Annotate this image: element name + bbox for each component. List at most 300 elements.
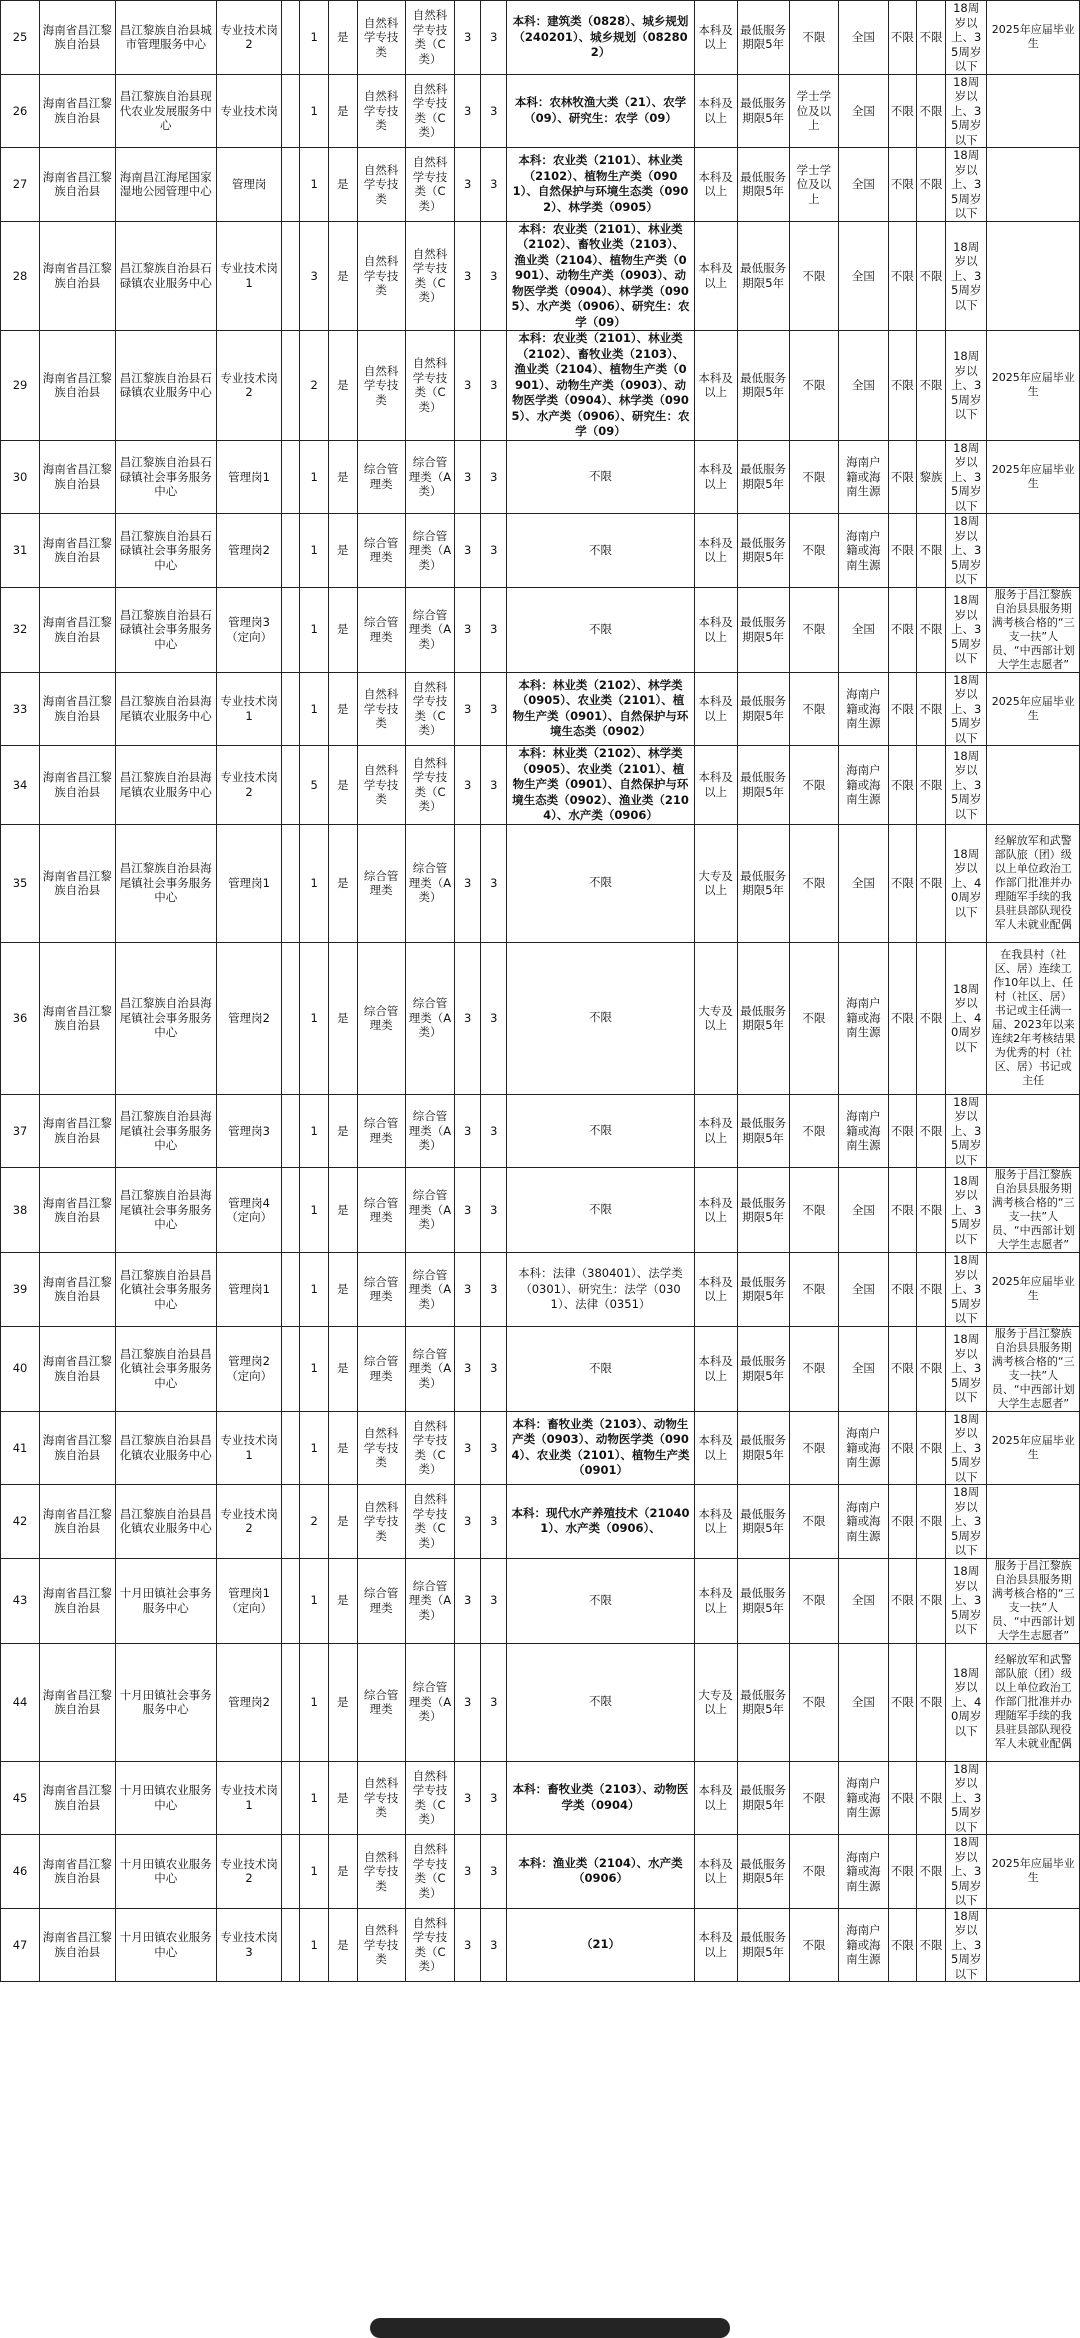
headcount-cell: 1 xyxy=(300,1411,329,1485)
service-term-cell: 最低服务期限5年 xyxy=(737,1643,789,1761)
headcount-cell: 1 xyxy=(300,1253,329,1327)
flag-cell: 是 xyxy=(328,1908,357,1982)
ratio-b-cell: 3 xyxy=(481,672,507,746)
limit-b-cell: 不限 xyxy=(917,1,946,75)
degree-cell: 不限 xyxy=(789,824,838,942)
department-cell: 海南省昌江黎族自治县 xyxy=(40,587,115,672)
unit-cell: 昌江黎族自治县海尾镇社会事务服务中心 xyxy=(115,1168,217,1253)
degree-cell: 学士学位及以上 xyxy=(789,74,838,148)
degree-cell: 不限 xyxy=(789,672,838,746)
service-term-cell: 最低服务期限5年 xyxy=(737,1411,789,1485)
service-term-cell: 最低服务期限5年 xyxy=(737,672,789,746)
age-cell: 18周岁以上、35周岁以下 xyxy=(945,746,987,825)
post-name-cell: 专业技术岗2 xyxy=(217,1835,282,1909)
ratio-b-cell: 3 xyxy=(481,440,507,514)
region-cell: 全国 xyxy=(839,1,888,75)
department-cell: 海南省昌江黎族自治县 xyxy=(40,1168,115,1253)
exam-category-cell: 综合管理类（A类） xyxy=(405,1558,454,1643)
limit-a-cell: 不限 xyxy=(888,440,917,514)
region-cell: 全国 xyxy=(839,824,888,942)
row-number: 42 xyxy=(1,1485,40,1559)
post-category-cell: 自然科学专技类 xyxy=(357,331,405,441)
remarks-cell xyxy=(987,514,1080,588)
age-cell: 18周岁以上、35周岁以下 xyxy=(945,1485,987,1559)
region-cell: 全国 xyxy=(839,1643,888,1761)
limit-a-cell: 不限 xyxy=(888,824,917,942)
degree-cell: 不限 xyxy=(789,1643,838,1761)
gap-cell xyxy=(282,1094,300,1168)
unit-cell: 昌江黎族自治县海尾镇社会事务服务中心 xyxy=(115,824,217,942)
ratio-b-cell: 3 xyxy=(481,1,507,75)
flag-cell: 是 xyxy=(328,1835,357,1909)
flag-cell: 是 xyxy=(328,514,357,588)
department-cell: 海南省昌江黎族自治县 xyxy=(40,221,115,331)
gap-cell xyxy=(282,1,300,75)
flag-cell: 是 xyxy=(328,148,357,222)
post-name-cell: 管理岗1 xyxy=(217,440,282,514)
education-cell: 本科及以上 xyxy=(694,1835,737,1909)
table-row xyxy=(1,746,1080,825)
ratio-a-cell: 3 xyxy=(455,148,481,222)
post-category-cell: 综合管理类 xyxy=(357,1326,405,1411)
education-cell: 大专及以上 xyxy=(694,942,737,1094)
limit-a-cell: 不限 xyxy=(888,148,917,222)
major-requirement-cell: 不限 xyxy=(507,1094,694,1168)
unit-cell: 十月田镇社会事务服务中心 xyxy=(115,1558,217,1643)
degree-cell: 不限 xyxy=(789,331,838,441)
service-term-cell: 最低服务期限5年 xyxy=(737,746,789,825)
table-row xyxy=(1,1485,1080,1559)
post-category-cell: 综合管理类 xyxy=(357,1094,405,1168)
flag-cell: 是 xyxy=(328,824,357,942)
degree-cell: 不限 xyxy=(789,1253,838,1327)
education-cell: 本科及以上 xyxy=(694,440,737,514)
table-row xyxy=(1,672,1080,746)
post-name-cell: 专业技术岗2 xyxy=(217,746,282,825)
region-cell: 海南户籍或海南生源 xyxy=(839,1761,888,1835)
degree-cell: 不限 xyxy=(789,942,838,1094)
unit-cell: 海南昌江海尾国家湿地公园管理中心 xyxy=(115,148,217,222)
region-cell: 全国 xyxy=(839,1558,888,1643)
ratio-a-cell: 3 xyxy=(455,587,481,672)
limit-b-cell: 不限 xyxy=(917,1761,946,1835)
unit-cell: 昌江黎族自治县昌化镇社会事务服务中心 xyxy=(115,1326,217,1411)
exam-category-cell: 综合管理类（A类） xyxy=(405,1643,454,1761)
flag-cell: 是 xyxy=(328,331,357,441)
table-row xyxy=(1,824,1080,942)
table-row xyxy=(1,1094,1080,1168)
headcount-cell: 5 xyxy=(300,746,329,825)
exam-category-cell: 综合管理类（A类） xyxy=(405,824,454,942)
flag-cell: 是 xyxy=(328,1253,357,1327)
limit-a-cell: 不限 xyxy=(888,1326,917,1411)
exam-category-cell: 自然科学专技类（C类） xyxy=(405,1908,454,1982)
department-cell: 海南省昌江黎族自治县 xyxy=(40,1094,115,1168)
post-category-cell: 综合管理类 xyxy=(357,824,405,942)
ratio-a-cell: 3 xyxy=(455,942,481,1094)
department-cell: 海南省昌江黎族自治县 xyxy=(40,440,115,514)
limit-b-cell: 不限 xyxy=(917,1326,946,1411)
headcount-cell: 1 xyxy=(300,1558,329,1643)
post-name-cell: 管理岗2 xyxy=(217,942,282,1094)
limit-b-cell: 不限 xyxy=(917,1168,946,1253)
remarks-cell: 2025年应届毕业生 xyxy=(987,1835,1080,1909)
education-cell: 本科及以上 xyxy=(694,1761,737,1835)
exam-category-cell: 综合管理类（A类） xyxy=(405,440,454,514)
region-cell: 全国 xyxy=(839,587,888,672)
major-requirement-cell: 本科：法律（380401）、法学类（0301）、研究生：法学（0301）、法律（0351） xyxy=(507,1253,694,1327)
ratio-a-cell: 3 xyxy=(455,1168,481,1253)
post-name-cell: 管理岗2（定向） xyxy=(217,1326,282,1411)
remarks-cell: 经解放军和武警部队旅（团）级以上单位政治工作部门批准并办理随军手续的我县驻县部队现役军人未就业配偶 xyxy=(987,1643,1080,1761)
education-cell: 本科及以上 xyxy=(694,1558,737,1643)
service-term-cell: 最低服务期限5年 xyxy=(737,1485,789,1559)
headcount-cell: 1 xyxy=(300,1761,329,1835)
major-requirement-cell: 不限 xyxy=(507,1558,694,1643)
ratio-b-cell: 3 xyxy=(481,942,507,1094)
limit-b-cell: 不限 xyxy=(917,1411,946,1485)
limit-b-cell: 不限 xyxy=(917,1253,946,1327)
region-cell: 海南户籍或海南生源 xyxy=(839,440,888,514)
service-term-cell: 最低服务期限5年 xyxy=(737,1326,789,1411)
age-cell: 18周岁以上、35周岁以下 xyxy=(945,672,987,746)
exam-category-cell: 自然科学专技类（C类） xyxy=(405,331,454,441)
department-cell: 海南省昌江黎族自治县 xyxy=(40,514,115,588)
degree-cell: 不限 xyxy=(789,746,838,825)
flag-cell: 是 xyxy=(328,1411,357,1485)
post-name-cell: 专业技术岗2 xyxy=(217,1,282,75)
age-cell: 18周岁以上、35周岁以下 xyxy=(945,331,987,441)
ratio-b-cell: 3 xyxy=(481,74,507,148)
region-cell: 全国 xyxy=(839,1253,888,1327)
ratio-a-cell: 3 xyxy=(455,824,481,942)
limit-b-cell: 不限 xyxy=(917,1558,946,1643)
post-category-cell: 自然科学专技类 xyxy=(357,1485,405,1559)
major-requirement-cell: 不限 xyxy=(507,1326,694,1411)
flag-cell: 是 xyxy=(328,587,357,672)
age-cell: 18周岁以上、40周岁以下 xyxy=(945,824,987,942)
table-row xyxy=(1,942,1080,1094)
department-cell: 海南省昌江黎族自治县 xyxy=(40,1,115,75)
age-cell: 18周岁以上、35周岁以下 xyxy=(945,74,987,148)
headcount-cell: 1 xyxy=(300,942,329,1094)
row-number: 35 xyxy=(1,824,40,942)
region-cell: 海南户籍或海南生源 xyxy=(839,1908,888,1982)
age-cell: 18周岁以上、35周岁以下 xyxy=(945,1,987,75)
ratio-b-cell: 3 xyxy=(481,1761,507,1835)
unit-cell: 昌江黎族自治县海尾镇农业服务中心 xyxy=(115,672,217,746)
major-requirement-cell: 本科：农林牧渔大类（21）、农学（09）、研究生：农学（09） xyxy=(507,74,694,148)
post-category-cell: 综合管理类 xyxy=(357,1558,405,1643)
table-row xyxy=(1,1168,1080,1253)
age-cell: 18周岁以上、35周岁以下 xyxy=(945,587,987,672)
education-cell: 本科及以上 xyxy=(694,1253,737,1327)
headcount-cell: 1 xyxy=(300,1643,329,1761)
service-term-cell: 最低服务期限5年 xyxy=(737,1168,789,1253)
remarks-cell xyxy=(987,1485,1080,1559)
exam-category-cell: 自然科学专技类（C类） xyxy=(405,672,454,746)
education-cell: 本科及以上 xyxy=(694,1485,737,1559)
limit-b-cell: 不限 xyxy=(917,148,946,222)
major-requirement-cell: （21） xyxy=(507,1908,694,1982)
ratio-a-cell: 3 xyxy=(455,1643,481,1761)
service-term-cell: 最低服务期限5年 xyxy=(737,824,789,942)
post-category-cell: 自然科学专技类 xyxy=(357,1908,405,1982)
department-cell: 海南省昌江黎族自治县 xyxy=(40,746,115,825)
row-number: 45 xyxy=(1,1761,40,1835)
row-number: 34 xyxy=(1,746,40,825)
department-cell: 海南省昌江黎族自治县 xyxy=(40,1253,115,1327)
row-number: 41 xyxy=(1,1411,40,1485)
post-name-cell: 专业技术岗1 xyxy=(217,221,282,331)
limit-a-cell: 不限 xyxy=(888,514,917,588)
unit-cell: 昌江黎族自治县昌化镇社会事务服务中心 xyxy=(115,1253,217,1327)
post-name-cell: 管理岗2 xyxy=(217,514,282,588)
row-number: 44 xyxy=(1,1643,40,1761)
headcount-cell: 1 xyxy=(300,514,329,588)
major-requirement-cell: 本科：农业类（2101）、林业类（2102）、植物生产类（0901）、自然保护与环境生态类（0902）、林学类（0905） xyxy=(507,148,694,222)
gap-cell xyxy=(282,331,300,441)
education-cell: 本科及以上 xyxy=(694,587,737,672)
flag-cell: 是 xyxy=(328,1643,357,1761)
table-row xyxy=(1,514,1080,588)
post-name-cell: 管理岗4（定向） xyxy=(217,1168,282,1253)
major-requirement-cell: 不限 xyxy=(507,440,694,514)
row-number: 40 xyxy=(1,1326,40,1411)
age-cell: 18周岁以上、35周岁以下 xyxy=(945,1835,987,1909)
headcount-cell: 1 xyxy=(300,1326,329,1411)
table-row xyxy=(1,440,1080,514)
table-row xyxy=(1,148,1080,222)
limit-a-cell: 不限 xyxy=(888,1094,917,1168)
post-category-cell: 自然科学专技类 xyxy=(357,746,405,825)
table-row xyxy=(1,331,1080,441)
post-category-cell: 自然科学专技类 xyxy=(357,1835,405,1909)
degree-cell: 不限 xyxy=(789,440,838,514)
major-requirement-cell: 不限 xyxy=(507,587,694,672)
flag-cell: 是 xyxy=(328,746,357,825)
region-cell: 全国 xyxy=(839,221,888,331)
table-row xyxy=(1,1908,1080,1982)
post-category-cell: 综合管理类 xyxy=(357,1168,405,1253)
limit-b-cell: 不限 xyxy=(917,746,946,825)
degree-cell: 不限 xyxy=(789,587,838,672)
department-cell: 海南省昌江黎族自治县 xyxy=(40,1908,115,1982)
remarks-cell xyxy=(987,148,1080,222)
degree-cell: 不限 xyxy=(789,1168,838,1253)
headcount-cell: 1 xyxy=(300,440,329,514)
remarks-cell: 2025年应届毕业生 xyxy=(987,331,1080,441)
post-name-cell: 专业技术岗2 xyxy=(217,331,282,441)
department-cell: 海南省昌江黎族自治县 xyxy=(40,672,115,746)
row-number: 30 xyxy=(1,440,40,514)
ratio-b-cell: 3 xyxy=(481,1558,507,1643)
age-cell: 18周岁以上、35周岁以下 xyxy=(945,1411,987,1485)
region-cell: 海南户籍或海南生源 xyxy=(839,942,888,1094)
ratio-b-cell: 3 xyxy=(481,221,507,331)
department-cell: 海南省昌江黎族自治县 xyxy=(40,942,115,1094)
major-requirement-cell: 本科：渔业类（2104）、水产类（0906） xyxy=(507,1835,694,1909)
gap-cell xyxy=(282,1485,300,1559)
row-number: 38 xyxy=(1,1168,40,1253)
ratio-b-cell: 3 xyxy=(481,331,507,441)
exam-category-cell: 综合管理类（A类） xyxy=(405,1326,454,1411)
unit-cell: 十月田镇农业服务中心 xyxy=(115,1761,217,1835)
headcount-cell: 1 xyxy=(300,672,329,746)
unit-cell: 昌江黎族自治县城市管理服务中心 xyxy=(115,1,217,75)
post-name-cell: 管理岗3（定向） xyxy=(217,587,282,672)
unit-cell: 昌江黎族自治县海尾镇社会事务服务中心 xyxy=(115,1094,217,1168)
region-cell: 海南户籍或海南生源 xyxy=(839,1835,888,1909)
unit-cell: 昌江黎族自治县现代农业发展服务中心 xyxy=(115,74,217,148)
limit-a-cell: 不限 xyxy=(888,1643,917,1761)
table-row xyxy=(1,587,1080,672)
remarks-cell: 服务于昌江黎族自治县县服务期满考核合格的“三支一扶”人员、“中西部计划大学生志愿者” xyxy=(987,1326,1080,1411)
post-category-cell: 自然科学专技类 xyxy=(357,1411,405,1485)
exam-category-cell: 自然科学专技类（C类） xyxy=(405,74,454,148)
degree-cell: 不限 xyxy=(789,1,838,75)
exam-category-cell: 综合管理类（A类） xyxy=(405,587,454,672)
headcount-cell: 1 xyxy=(300,1835,329,1909)
remarks-cell: 经解放军和武警部队旅（团）级以上单位政治工作部门批准并办理随军手续的我县驻县部队现役军人未就业配偶 xyxy=(987,824,1080,942)
major-requirement-cell: 不限 xyxy=(507,514,694,588)
service-term-cell: 最低服务期限5年 xyxy=(737,1,789,75)
post-category-cell: 综合管理类 xyxy=(357,514,405,588)
table-row xyxy=(1,1761,1080,1835)
education-cell: 本科及以上 xyxy=(694,1168,737,1253)
exam-category-cell: 自然科学专技类（C类） xyxy=(405,1,454,75)
ratio-b-cell: 3 xyxy=(481,824,507,942)
region-cell: 海南户籍或海南生源 xyxy=(839,746,888,825)
degree-cell: 不限 xyxy=(789,1485,838,1559)
exam-category-cell: 综合管理类（A类） xyxy=(405,1168,454,1253)
ratio-a-cell: 3 xyxy=(455,1253,481,1327)
row-number: 31 xyxy=(1,514,40,588)
limit-b-cell: 不限 xyxy=(917,672,946,746)
limit-b-cell: 不限 xyxy=(917,824,946,942)
limit-b-cell: 不限 xyxy=(917,587,946,672)
headcount-cell: 1 xyxy=(300,1094,329,1168)
ratio-a-cell: 3 xyxy=(455,1558,481,1643)
degree-cell: 不限 xyxy=(789,1411,838,1485)
ratio-a-cell: 3 xyxy=(455,514,481,588)
row-number: 27 xyxy=(1,148,40,222)
post-category-cell: 自然科学专技类 xyxy=(357,221,405,331)
department-cell: 海南省昌江黎族自治县 xyxy=(40,148,115,222)
degree-cell: 学士学位及以上 xyxy=(789,148,838,222)
ratio-a-cell: 3 xyxy=(455,1411,481,1485)
service-term-cell: 最低服务期限5年 xyxy=(737,514,789,588)
service-term-cell: 最低服务期限5年 xyxy=(737,331,789,441)
post-category-cell: 自然科学专技类 xyxy=(357,148,405,222)
limit-a-cell: 不限 xyxy=(888,672,917,746)
major-requirement-cell: 不限 xyxy=(507,942,694,1094)
row-number: 29 xyxy=(1,331,40,441)
department-cell: 海南省昌江黎族自治县 xyxy=(40,1411,115,1485)
limit-b-cell: 不限 xyxy=(917,1094,946,1168)
department-cell: 海南省昌江黎族自治县 xyxy=(40,1485,115,1559)
region-cell: 海南户籍或海南生源 xyxy=(839,1485,888,1559)
flag-cell: 是 xyxy=(328,74,357,148)
service-term-cell: 最低服务期限5年 xyxy=(737,1761,789,1835)
department-cell: 海南省昌江黎族自治县 xyxy=(40,1835,115,1909)
flag-cell: 是 xyxy=(328,942,357,1094)
gap-cell xyxy=(282,1908,300,1982)
flag-cell: 是 xyxy=(328,1326,357,1411)
table-row xyxy=(1,1643,1080,1761)
education-cell: 大专及以上 xyxy=(694,824,737,942)
major-requirement-cell: 本科：林业类（2102）、林学类（0905）、农业类（2101）、植物生产类（0901）、自然保护与环境生态类（0902） xyxy=(507,672,694,746)
unit-cell: 十月田镇社会事务服务中心 xyxy=(115,1643,217,1761)
gap-cell xyxy=(282,1643,300,1761)
row-number: 25 xyxy=(1,1,40,75)
ratio-b-cell: 3 xyxy=(481,587,507,672)
education-cell: 本科及以上 xyxy=(694,672,737,746)
department-cell: 海南省昌江黎族自治县 xyxy=(40,1643,115,1761)
headcount-cell: 3 xyxy=(300,221,329,331)
ratio-a-cell: 3 xyxy=(455,1485,481,1559)
ratio-a-cell: 3 xyxy=(455,672,481,746)
major-requirement-cell: 本科：农业类（2101）、林业类（2102）、畜牧业类（2103）、渔业类（2104）、植物生产类（0901）、动物生产类（0903）、动物医学类（0904）、林学类（0905）、水产类（0906）、研究生：农学（09） xyxy=(507,331,694,441)
flag-cell: 是 xyxy=(328,672,357,746)
exam-category-cell: 自然科学专技类（C类） xyxy=(405,1411,454,1485)
service-term-cell: 最低服务期限5年 xyxy=(737,1835,789,1909)
exam-category-cell: 自然科学专技类（C类） xyxy=(405,221,454,331)
exam-category-cell: 自然科学专技类（C类） xyxy=(405,148,454,222)
limit-a-cell: 不限 xyxy=(888,221,917,331)
limit-a-cell: 不限 xyxy=(888,1411,917,1485)
region-cell: 全国 xyxy=(839,1326,888,1411)
age-cell: 18周岁以上、35周岁以下 xyxy=(945,514,987,588)
region-cell: 全国 xyxy=(839,331,888,441)
ratio-b-cell: 3 xyxy=(481,1168,507,1253)
education-cell: 本科及以上 xyxy=(694,746,737,825)
age-cell: 18周岁以上、40周岁以下 xyxy=(945,942,987,1094)
flag-cell: 是 xyxy=(328,1168,357,1253)
post-name-cell: 专业技术岗 xyxy=(217,74,282,148)
post-category-cell: 自然科学专技类 xyxy=(357,672,405,746)
row-number: 39 xyxy=(1,1253,40,1327)
limit-b-cell: 黎族 xyxy=(917,440,946,514)
headcount-cell: 1 xyxy=(300,1168,329,1253)
age-cell: 18周岁以上、35周岁以下 xyxy=(945,1326,987,1411)
limit-b-cell: 不限 xyxy=(917,1485,946,1559)
flag-cell: 是 xyxy=(328,440,357,514)
ratio-a-cell: 3 xyxy=(455,746,481,825)
limit-a-cell: 不限 xyxy=(888,74,917,148)
unit-cell: 昌江黎族自治县昌化镇农业服务中心 xyxy=(115,1485,217,1559)
exam-category-cell: 自然科学专技类（C类） xyxy=(405,1485,454,1559)
remarks-cell xyxy=(987,74,1080,148)
age-cell: 18周岁以上、35周岁以下 xyxy=(945,1253,987,1327)
service-term-cell: 最低服务期限5年 xyxy=(737,1558,789,1643)
department-cell: 海南省昌江黎族自治县 xyxy=(40,1558,115,1643)
education-cell: 本科及以上 xyxy=(694,1411,737,1485)
limit-b-cell: 不限 xyxy=(917,1643,946,1761)
exam-category-cell: 综合管理类（A类） xyxy=(405,514,454,588)
major-requirement-cell: 本科：畜牧业类（2103）、动物医学类（0904） xyxy=(507,1761,694,1835)
degree-cell: 不限 xyxy=(789,514,838,588)
limit-a-cell: 不限 xyxy=(888,1485,917,1559)
ratio-a-cell: 3 xyxy=(455,1326,481,1411)
age-cell: 18周岁以上、35周岁以下 xyxy=(945,1168,987,1253)
limit-b-cell: 不限 xyxy=(917,514,946,588)
post-category-cell: 综合管理类 xyxy=(357,1253,405,1327)
post-name-cell: 专业技术岗1 xyxy=(217,1411,282,1485)
post-category-cell: 综合管理类 xyxy=(357,942,405,1094)
age-cell: 18周岁以上、35周岁以下 xyxy=(945,221,987,331)
unit-cell: 昌江黎族自治县石碌镇社会事务服务中心 xyxy=(115,587,217,672)
